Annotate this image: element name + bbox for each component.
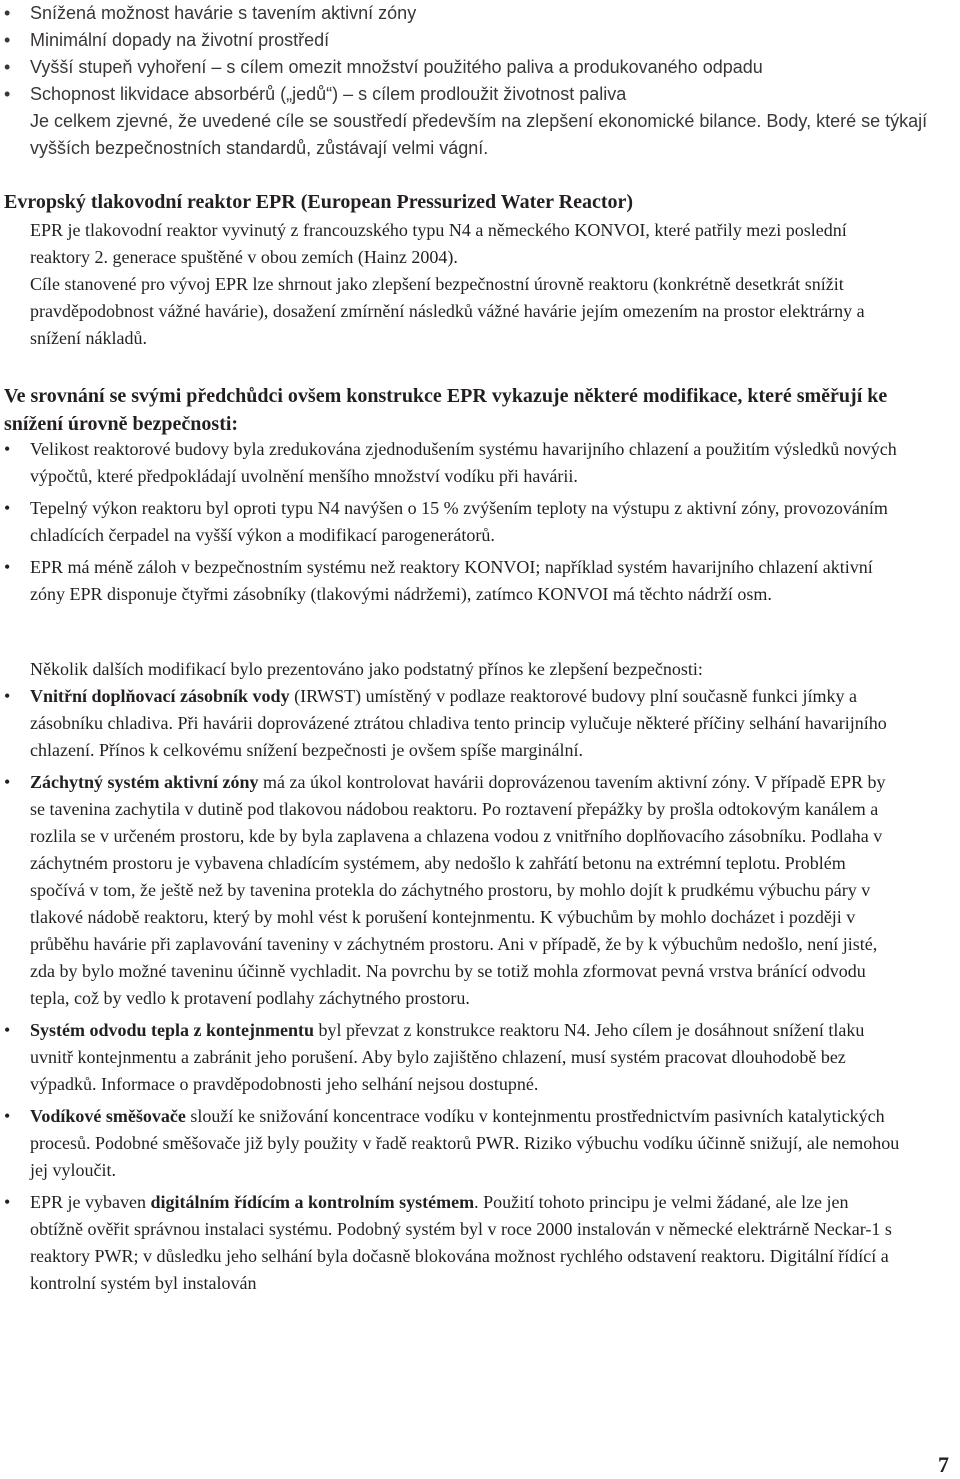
list-item [0,1189,900,1297]
goals-list [0,0,930,108]
list-item [0,1103,900,1184]
list-item [0,54,930,81]
section-heading-epr: Evropský tlakovodní reaktor EPR (European Pressurized Water Reactor) [4,191,634,213]
top-section [0,0,930,162]
item-body-text: (IRWST) umístěný v podlaze reaktorové budovy plní současně funkci jímky a zásobníku chladiva. Při havárii doprovázené ztrátou chladiva tento princip vylučuje některé příčiny selhání havarijního chlazení. Přínos k celkovému snížení bezpečnosti je ovšem spíše marginální. [30,686,887,760]
item-body-text: byl převzat z konstrukce reaktoru N4. Jeho cílem je dosáhnout snížení tlaku uvnitř kontejnmentu a zabránit jeho porušení. Aby bylo zajištěno chlazení, musí systém pracovat dlouhodobě bez výpadků. Informace o pravděpodobnosti jeho selhání nejsou dostupné. [30,1020,865,1094]
epr-paragraph-2: Cíle stanovené pro vývoj EPR lze shrnout jako zlepšení bezpečnostní úrovně reaktoru (konkrétně desetkrát snížit pravděpodobnost vážné havárie), dosažení zmírnění následků vážné havárie jejím omezením na prostor elektrárny a snížení nákladů. [30,274,865,348]
item-bold-term: Systém odvodu tepla z kontejnmentu [30,1020,315,1040]
page-number: 7 [938,1452,949,1477]
item-body-text: . Použití tohoto principu je velmi žádané, ale lze jen obtížně ověřit správnou instalaci systému. Podobný systém byl v roce 2000 instalován v německé elektrárně Neckar-1 s reaktory PWR; v důsledku jeho selhání byla dočasně blokována možnost rychlého odstavení reaktoru. Digitální řídící a kontrolní systém byl instalován [30,1192,892,1293]
list-item [0,1017,900,1098]
section-heading-comparison: Ve srovnání se svými předchůdci ovšem konstrukce EPR vykazuje některé modifikace, které směřují ke snížení úrovně bezpečnosti: [4,385,888,435]
list-item-text: Schopnost likvidace absorbérů („jedů“) – s cílem prodloužit životnost paliva [30,84,627,104]
list-item [0,683,900,764]
list-item [0,495,900,549]
list-item [0,769,900,1012]
item-lead-text: EPR je vybaven [30,1192,151,1212]
item-bold-term: Záchytný systém aktivní zóny [30,772,259,792]
list-item-text: Tepelný výkon reaktoru byl oproti typu N4 navýšen o 15 % zvýšením teploty na výstupu z aktivní zóny, provozováním chladících čerpadel na vyšší výkon a modifikací parogenerátorů. [30,498,888,545]
list-item-text: EPR má méně záloh v bezpečnostním systému než reaktory KONVOI; například systém havarijního chlazení aktivní zóny EPR disponuje čtyřmi zásobníky (tlakovými nádržemi), zatímco KONVOI má těchto nádrží osm. [30,557,873,604]
list-item-text: Vyšší stupeň vyhoření – s cílem omezit množství použitého paliva a produkovaného odpadu [30,57,763,77]
list-item [0,81,930,108]
list-item-text: Velikost reaktorové budovy byla zredukována zjednodušením systému havarijního chlazení a použitím výsledků nových výpočtů, které předpokládají uvolnění menšího množství vodíku při havárii. [30,439,897,486]
modifications-intro: Několik dalších modifikací bylo prezentováno jako podstatný přínos ke zlepšení bezpečnosti: [30,659,703,679]
list-item [0,27,930,54]
comparison-list [0,436,900,613]
item-bold-term: Vodíkové směšovače [30,1106,186,1126]
item-bold-term: Vnitřní doplňovací zásobník vody [30,686,290,706]
list-item-text: Minimální dopady na životní prostředí [30,30,330,50]
item-bold-term: digitálním řídícím a kontrolním systémem [150,1192,475,1212]
list-item [0,554,900,608]
list-item [0,0,930,27]
epr-paragraph-1: EPR je tlakovodní reaktor vyvinutý z francouzského typu N4 a německého KONVOI, které patřily mezi poslední reaktory 2. generace spuštěné v obou zemích (Hainz 2004). [30,220,847,267]
list-item [0,436,900,490]
goals-commentary: Je celkem zjevné, že uvedené cíle se soustředí především na zlepšení ekonomické bilance. Body, které se týkají vyšších bezpečnostních standardů, zůstávají velmi vágní. [30,111,928,158]
list-item-text: Snížená možnost havárie s tavením aktivní zóny [30,3,417,23]
modifications-list [0,683,900,1302]
item-body-text: slouží ke snižování koncentrace vodíku v kontejnmentu prostřednictvím pasivních katalytických procesů. Podobné směšovače již byly použity v řadě reaktorů PWR. Riziko výbuchu vodíku účinně snižují, ale nemohou jej vyloučit. [30,1106,900,1180]
epr-intro [0,217,900,352]
item-body-text: má za úkol kontrolovat havárii doprovázenou tavením aktivní zóny. V případě EPR by se tavenina zachytila v dutině pod tlakovou nádobou reaktoru. Po roztavení přepážky by prošla odtokovým kanálem a rozlila se v určeném prostoru, kde by byla zaplavena a chlazena vodou z vnitřního doplňovacího zásobníku. Podlaha v záchytném prostoru je vybavena chladícím systémem, aby nedošlo k zahřátí betonu na extrémní teplotu. Problém spočívá v tom, že ještě než by tavenina protekla do záchytného prostoru, by mohlo dojít k prudkému výbuchu páry v tlakové nádobě reaktoru, který by mohl vést k porušení kontejnmentu. K výbuchům by mohlo docházet i později v průběhu havárie při zaplavování taveniny v záchytném prostoru. Ani v případě, že by k výbuchům nedošlo, není jisté, zda by bylo možné taveninu účinně vychladit. Na povrchu by se totiž mohla zformovat pevná vrstva bránící odvodu tepla, což by vedlo k protavení podlahy záchytného prostoru. [30,772,886,1008]
